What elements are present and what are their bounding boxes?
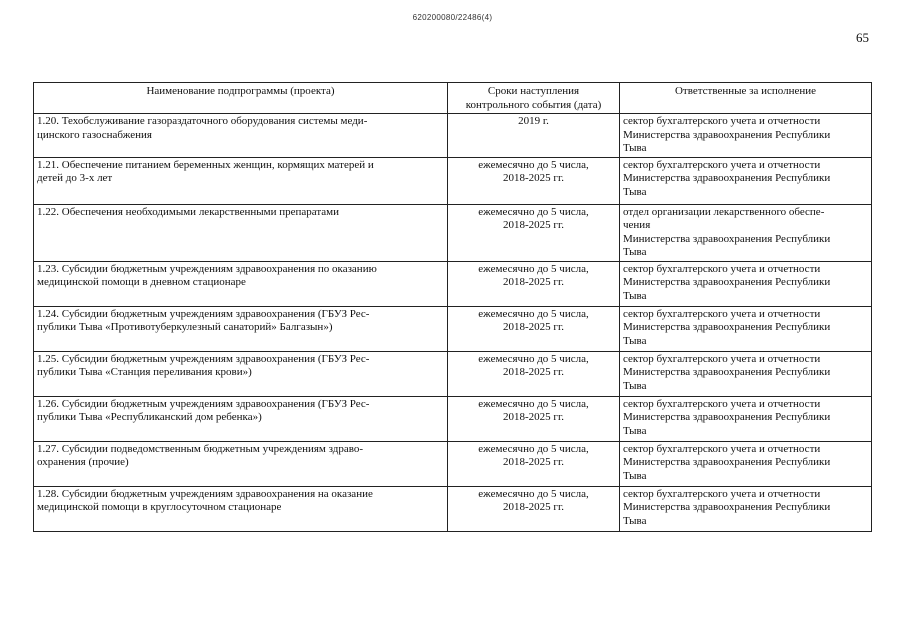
subprogram-name-cell	[34, 441, 448, 486]
control-date-cell	[448, 351, 620, 396]
cell-text-line: Тыва	[623, 469, 647, 482]
responsible-cell	[620, 441, 872, 486]
table-row	[34, 351, 872, 396]
cell-text-line: 2018-2025 гг.	[503, 501, 564, 513]
table-header-row	[34, 83, 872, 114]
cell-text-line: сектор бухгалтерского учета и отчетности	[623, 307, 821, 320]
cell-text-line: Тыва	[623, 334, 647, 347]
cell-text-line: Наименование подпрограммы (проекта)	[146, 85, 335, 97]
cell-text-line: ежемесячно до 5 числа,	[478, 307, 589, 320]
control-date-cell	[448, 157, 620, 204]
cell-text-line: Сроки наступления	[487, 85, 580, 97]
cell-text-line: Тыва	[623, 246, 647, 258]
cell-text-line: Тыва	[623, 185, 647, 198]
cell-text-line: ежемесячно до 5 числа,	[478, 158, 589, 171]
cell-text-line: Министерства здравоохранения Республики	[623, 456, 831, 468]
cell-text-line: 1.25. Субсидии бюджетным учреждениям здравоохранения (ГБУЗ Рес-	[37, 352, 370, 365]
cell-text-line: 1.23. Субсидии бюджетным учреждениям здравоохранения по оказанию	[37, 262, 377, 275]
control-events-table	[33, 82, 872, 532]
table-row	[34, 486, 872, 531]
cell-text-line: 2018-2025 гг.	[503, 219, 564, 231]
cell-text-line: Тыва	[623, 289, 647, 302]
cell-text-line: Министерства здравоохранения Республики	[623, 321, 831, 333]
responsible-cell	[620, 114, 872, 158]
subprogram-name-cell	[34, 486, 448, 531]
responsible-cell	[620, 486, 872, 531]
control-date-cell	[448, 261, 620, 306]
cell-text-line: Министерства здравоохранения Республики	[623, 128, 831, 141]
cell-text-line: охранения (прочие)	[37, 456, 129, 468]
cell-text-line: 1.28. Субсидии бюджетным учреждениям здравоохранения на оказание	[37, 487, 373, 500]
responsible-cell	[620, 261, 872, 306]
table-row	[34, 157, 872, 204]
cell-text-line: Тыва	[623, 514, 647, 527]
table-row	[34, 306, 872, 351]
cell-text-line: 2018-2025 гг.	[503, 276, 564, 288]
cell-text-line: 1.22. Обеспечения необходимыми лекарственными препаратами	[37, 205, 340, 218]
responsible-cell	[620, 351, 872, 396]
cell-text-line: 2018-2025 гг.	[503, 172, 564, 184]
responsible-cell	[620, 396, 872, 441]
cell-text-line: ежемесячно до 5 числа,	[478, 262, 589, 275]
cell-text-line: 1.27. Субсидии подведомственным бюджетным учреждениям здраво-	[37, 442, 364, 455]
cell-text-line: детей до 3-х лет	[37, 172, 113, 184]
cell-text-line: сектор бухгалтерского учета и отчетности	[623, 158, 821, 171]
responsible-cell	[620, 306, 872, 351]
cell-text-line: Министерства здравоохранения Республики	[623, 172, 831, 184]
cell-text-line: ежемесячно до 5 числа,	[478, 397, 589, 410]
cell-text-line: цинского газоснабжения	[37, 128, 152, 141]
cell-text-line: Тыва	[623, 142, 647, 154]
cell-text-line: Министерства здравоохранения Республики	[623, 366, 831, 378]
cell-text-line: 1.20. Техобслуживание газораздаточного оборудования системы меди-	[37, 115, 368, 127]
table-row	[34, 204, 872, 261]
control-date-cell	[448, 204, 620, 261]
header-control-event-date	[448, 83, 620, 114]
control-date-cell	[448, 114, 620, 158]
cell-text-line: 1.26. Субсидии бюджетным учреждениям здравоохранения (ГБУЗ Рес-	[37, 397, 370, 410]
cell-text-line: 2018-2025 гг.	[503, 321, 564, 333]
table-row	[34, 396, 872, 441]
subprogram-name-cell	[34, 306, 448, 351]
subprogram-name-cell	[34, 204, 448, 261]
cell-text-line: Министерства здравоохранения Республики	[623, 232, 831, 245]
subprogram-name-cell	[34, 351, 448, 396]
cell-text-line: медицинской помощи в дневном стационаре	[37, 276, 246, 288]
cell-text-line: ежемесячно до 5 числа,	[478, 352, 589, 365]
cell-text-line: сектор бухгалтерского учета и отчетности	[623, 352, 821, 365]
subprogram-name-cell	[34, 157, 448, 204]
cell-text-line: сектор бухгалтерского учета и отчетности	[623, 262, 821, 275]
responsible-cell	[620, 157, 872, 204]
cell-text-line: публики Тыва «Республиканский дом ребенка»)	[37, 411, 262, 423]
cell-text-line: медицинской помощи в круглосуточном стационаре	[37, 501, 282, 513]
header-subprogram-name	[34, 83, 448, 114]
cell-text-line: сектор бухгалтерского учета и отчетности	[623, 487, 821, 500]
cell-text-line: Министерства здравоохранения Республики	[623, 276, 831, 288]
page-number: 65	[856, 30, 869, 45]
cell-text-line: контрольного события (дата)	[465, 98, 602, 111]
cell-text-line: 1.21. Обеспечение питанием беременных женщин, кормящих матерей и	[37, 158, 374, 171]
control-date-cell	[448, 306, 620, 351]
table-row	[34, 261, 872, 306]
cell-text-line: Тыва	[623, 424, 647, 437]
subprogram-name-cell	[34, 114, 448, 158]
cell-text-line: 2019 г.	[518, 115, 549, 127]
header-responsible	[620, 83, 872, 114]
cell-text-line: Тыва	[623, 379, 647, 392]
cell-text-line: Министерства здравоохранения Республики	[623, 411, 831, 423]
cell-text-line: 2018-2025 гг.	[503, 456, 564, 468]
cell-text-line: 1.24. Субсидии бюджетным учреждениям здравоохранения (ГБУЗ Рес-	[37, 307, 370, 320]
table-row	[34, 441, 872, 486]
subprogram-name-cell	[34, 261, 448, 306]
cell-text-line: публики Тыва «Станция переливания крови»)	[37, 366, 252, 378]
table-row	[34, 114, 872, 158]
control-date-cell	[448, 396, 620, 441]
table-body	[34, 114, 872, 532]
document-code: 620200080/22486(4)	[412, 13, 493, 22]
subprogram-name-cell	[34, 396, 448, 441]
control-date-cell	[448, 486, 620, 531]
cell-text-line: сектор бухгалтерского учета и отчетности	[623, 442, 821, 455]
cell-text-line: отдел организации лекарственного обеспе-	[623, 205, 825, 218]
cell-text-line: ежемесячно до 5 числа,	[478, 487, 589, 500]
cell-text-line: Министерства здравоохранения Республики	[623, 501, 831, 513]
responsible-cell	[620, 204, 872, 261]
cell-text-line: ежемесячно до 5 числа,	[478, 205, 589, 218]
cell-text-line: сектор бухгалтерского учета и отчетности	[623, 397, 821, 410]
cell-text-line: 2018-2025 гг.	[503, 411, 564, 423]
cell-text-line: публики Тыва «Противотуберкулезный санаторий» Балгазын»)	[37, 321, 333, 333]
control-date-cell	[448, 441, 620, 486]
cell-text-line: Ответственные за исполнение	[674, 85, 817, 97]
cell-text-line: 2018-2025 гг.	[503, 366, 564, 378]
cell-text-line: ежемесячно до 5 числа,	[478, 442, 589, 455]
cell-text-line: сектор бухгалтерского учета и отчетности	[623, 115, 821, 127]
cell-text-line: чения	[623, 219, 651, 231]
